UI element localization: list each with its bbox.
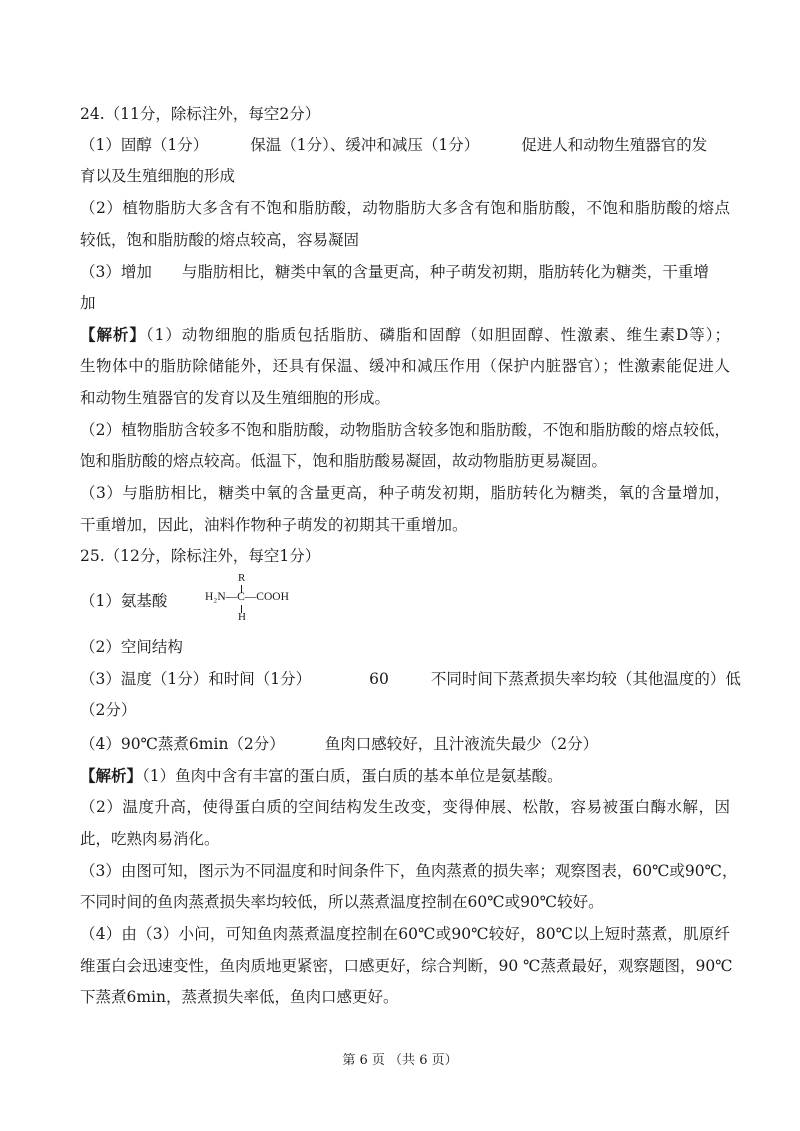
- q25-analysis-line5: 不同时间的鱼肉蒸煮损失率均较低，所以蒸煮温度控制在60℃或90℃较好。: [80, 893, 604, 911]
- q25-analysis-line7: 维蛋白会迅速变性，鱼肉质地更紧密，口感更好，综合判断，90 ℃蒸煮最好，观察题图，90℃: [80, 957, 733, 975]
- q25-a4-part1: （4）90℃蒸煮6min（2分）: [80, 735, 285, 753]
- q25-answer-4: [80, 734, 730, 754]
- q24-a1-part3: 促进人和动物生殖器官的发: [521, 136, 708, 154]
- q24-analysis-text1: （1）动物细胞的脂质包括脂肪、磷脂和固醇（如胆固醇、性激素、维生素D等）；: [145, 326, 730, 344]
- q24-answer-3: [80, 262, 730, 282]
- q25-answer-3: [80, 669, 741, 689]
- q25-a3-part1: （3）温度（1分）和时间（1分）: [80, 670, 312, 688]
- q25-analysis-line4: （3）由图可知，图示为不同温度和时间条件下，鱼肉蒸煮的损失率；观察图表，60℃或90℃，: [80, 862, 738, 880]
- page-footer: 第 6 页 （共 6 页）: [342, 1053, 458, 1068]
- q24-a3-part2: 与脂肪相比，糖类中氧的含量更高，种子萌发初期，脂肪转化为糖类，干重增: [181, 263, 709, 281]
- q25-analysis-text1: （1）鱼肉中含有丰富的蛋白质，蛋白质的基本单位是氨基酸。: [142, 767, 563, 785]
- q24-a1-part2: 保温（1分）、缓冲和减压（1分）: [250, 136, 480, 154]
- q25-a3-part3: 不同时间下蒸煮损失率均较（其他温度的）低: [430, 670, 741, 688]
- q25-analysis-line3: 此，吃熟肉易消化。: [80, 830, 220, 848]
- q25-analysis-line1: [80, 766, 730, 786]
- q25-analysis-tag: 【解析】: [80, 766, 143, 785]
- q25-a3-part2: 60: [369, 670, 389, 688]
- q24-analysis-line7: 干重增加，因此，油料作物种子萌发的初期其干重增加。: [80, 516, 468, 534]
- q24-a1-label: （1）固醇（1分）: [80, 136, 209, 154]
- q24-analysis-line6: （3）与脂肪相比，糖类中氧的含量更高，种子萌发初期，脂肪转化为糖类，氧的含量增加，: [80, 484, 730, 502]
- q25-analysis-line2: （2）温度升高，使得蛋白质的空间结构发生改变，变得伸展、松散，容易被蛋白酶水解，因: [80, 798, 730, 816]
- q24-analysis-tag: 【解析】: [80, 325, 146, 344]
- formula-r-group: R: [238, 572, 246, 584]
- q24-answer-3-cont: 加: [80, 294, 96, 312]
- q24-analysis-line2: 生物体中的脂肪除储能外，还具有保温、缓冲和减压作用（保护内脏器官）；性激素能促进人: [80, 357, 730, 375]
- q24-analysis-line4: （2）植物脂肪含较多不饱和脂肪酸，动物脂肪含较多饱和脂肪酸，不饱和脂肪酸的熔点较低，: [80, 421, 730, 439]
- q25-header: 25.（12分，除标注外，每空1分）: [80, 547, 321, 565]
- formula-main-chain: H₂N—C—COOH: [205, 591, 289, 603]
- q25-answer-2: （2）空间结构: [80, 638, 183, 656]
- q25-answer-1-label: （1）氨基酸: [80, 592, 168, 610]
- q24-analysis-line1: [80, 325, 730, 345]
- q25-a4-part2: 鱼肉口感较好，且汁液流失最少（2分）: [324, 735, 599, 753]
- q24-header: 24.（11分，除标注外，每空2分）: [80, 105, 321, 123]
- q24-answer-1-cont: 育以及生殖细胞的形成: [80, 167, 236, 185]
- amino-acid-structural-formula: [205, 572, 315, 628]
- q24-answer-1: [80, 135, 730, 155]
- q24-analysis-line5: 饱和脂肪酸的熔点较高。低温下，饱和脂肪酸易凝固，故动物脂肪更易凝固。: [80, 452, 608, 470]
- q24-answer-2-line2: 较低，饱和脂肪酸的熔点较高，容易凝固: [80, 231, 360, 249]
- formula-hydrogen: H: [238, 611, 246, 623]
- q24-analysis-line3: 和动物生殖器官的发育以及生殖细胞的形成。: [80, 389, 391, 407]
- q25-answer-3-cont: （2分）: [80, 701, 137, 719]
- q24-a3-label: （3）增加: [80, 263, 152, 281]
- q25-analysis-line8: 下蒸煮6min，蒸煮损失率低，鱼肉口感更好。: [80, 988, 399, 1006]
- q24-answer-2-line1: （2）植物脂肪大多含有不饱和脂肪酸，动物脂肪大多含有饱和脂肪酸，不饱和脂肪酸的熔点: [80, 199, 730, 217]
- q25-analysis-line6: （4）由（3）小问，可知鱼肉蒸煮温度控制在60℃或90℃较好，80℃以上短时蒸煮，肌原纤: [80, 925, 730, 943]
